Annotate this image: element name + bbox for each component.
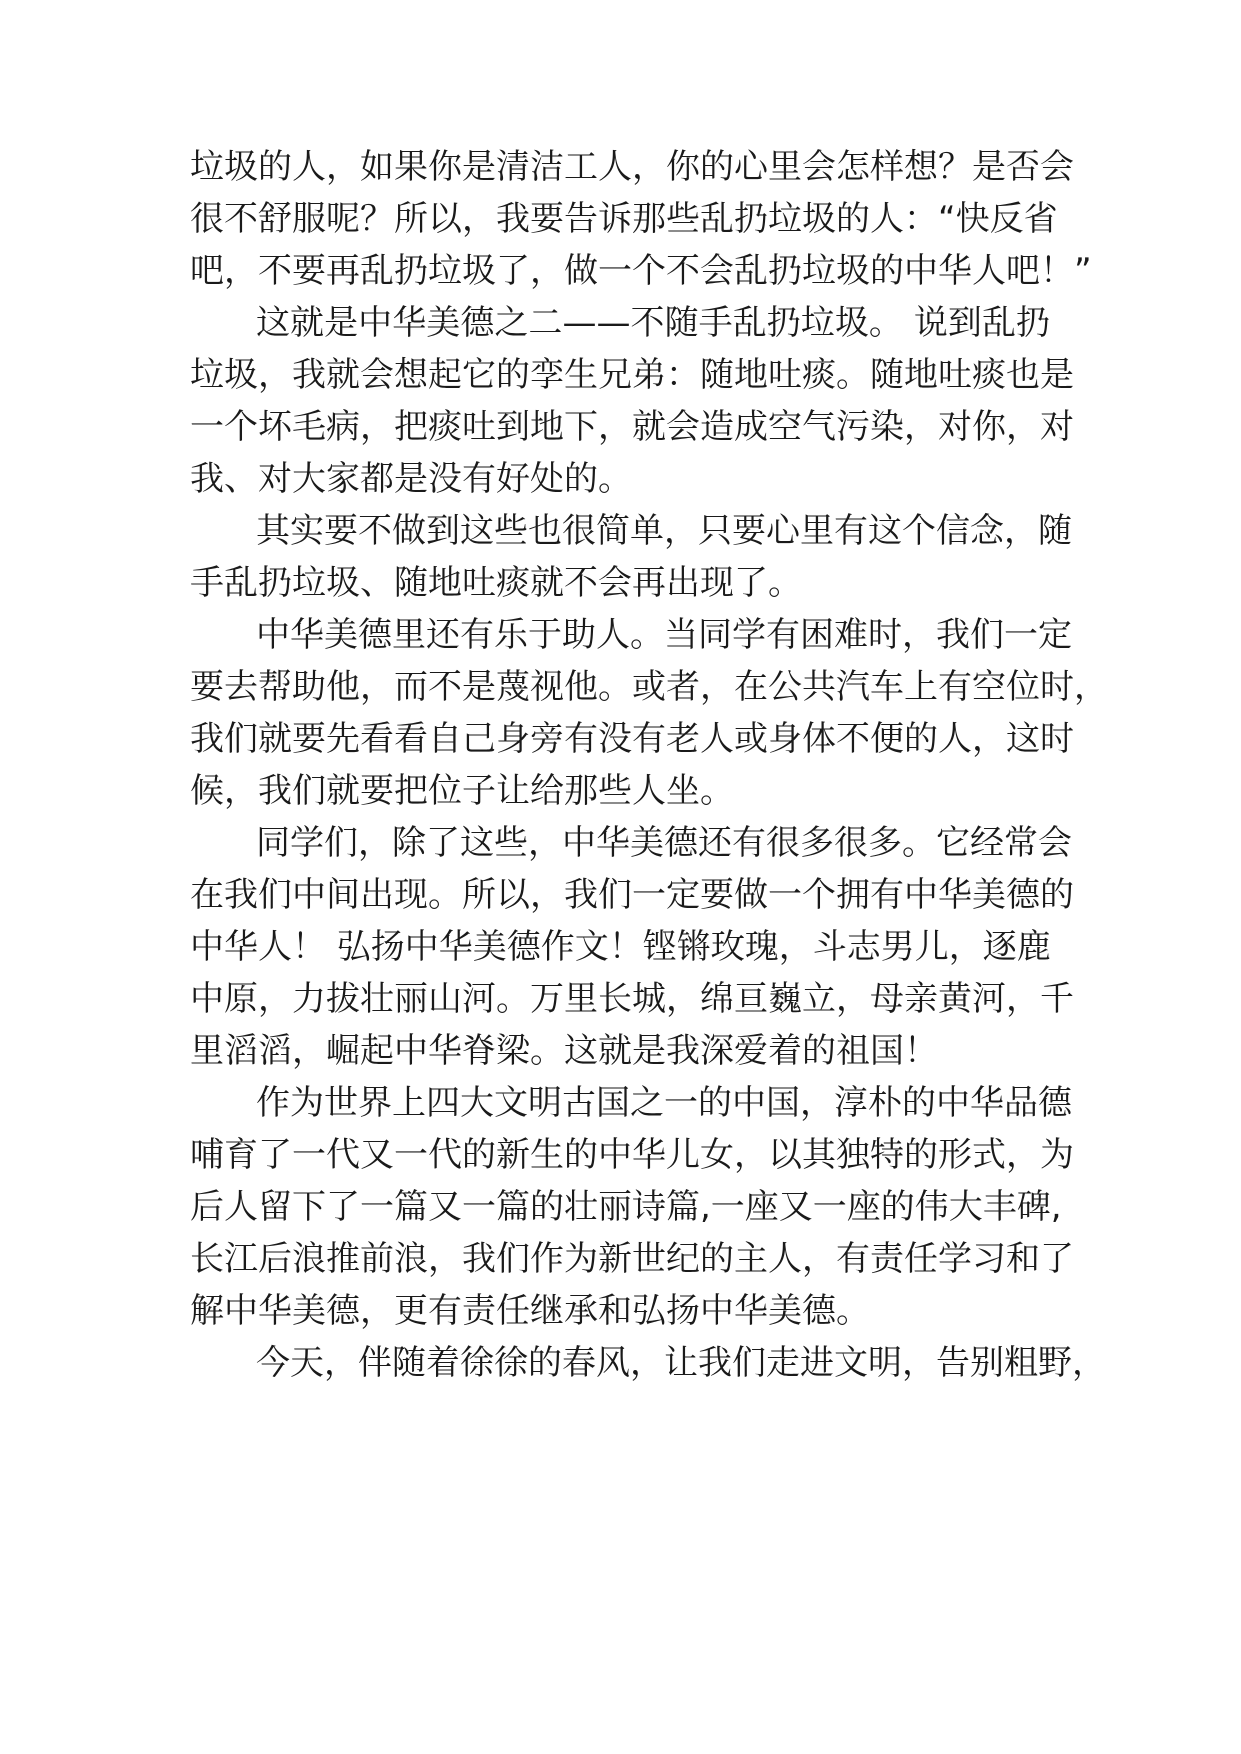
line-text: 要去帮助他，而不是蔑视他。或者，在公共汽车上有空位时， (190, 667, 1108, 707)
line-text: 我们就要先看看自己身旁有没有老人或身体不便的人，这时 (190, 719, 1074, 759)
line-text: 一个坏毛病，把痰吐到地下，就会造成空气污染，对你，对 (190, 407, 1074, 447)
line-text: 中原，力拔壮丽山河。万里长城，绵亘巍立，母亲黄河，千 (190, 979, 1074, 1019)
line-text: 今天，伴随着徐徐的春风，让我们走进文明，告别粗野， (256, 1343, 1106, 1383)
line-text: 很不舒服呢？所以，我要告诉那些乱扔垃圾的人：“快反省 (190, 199, 1058, 239)
line-text: 其实要不做到这些也很简单，只要心里有这个信念，随 (256, 511, 1072, 551)
line-text: 在我们中间出现。所以，我们一定要做一个拥有中华美德的 (190, 875, 1074, 915)
line-text: 中华人！ 弘扬中华美德作文！铿锵玫瑰，斗志男儿，逐鹿 (190, 927, 1051, 967)
line-text: 这就是中华美德之二——不随手乱扔垃圾。 说到乱扔 (256, 303, 1050, 343)
line-text: 解中华美德，更有责任继承和弘扬中华美德。 (190, 1291, 870, 1331)
line-text: 中华美德里还有乐于助人。当同学有困难时，我们一定 (256, 615, 1072, 655)
line-text: 里滔滔，崛起中华脊梁。这就是我深爱着的祖国！ (190, 1031, 938, 1071)
line-text: 后人留下了一篇又一篇的壮丽诗篇,一座又一座的伟大丰碑, (190, 1187, 1062, 1227)
text-line (0, 1332, 1241, 1394)
line-text: 哺育了一代又一代的新生的中华儿女，以其独特的形式，为 (190, 1135, 1074, 1175)
line-text: 候，我们就要把位子让给那些人坐。 (190, 771, 734, 811)
line-text: 吧，不要再乱扔垃圾了，做一个不会乱扔垃圾的中华人吧！” (190, 251, 1092, 291)
line-text: 垃圾，我就会想起它的孪生兄弟：随地吐痰。随地吐痰也是 (190, 355, 1074, 395)
line-text: 垃圾的人，如果你是清洁工人，你的心里会怎样想？是否会 (190, 147, 1074, 187)
line-text: 手乱扔垃圾、随地吐痰就不会再出现了。 (190, 563, 802, 603)
line-text: 我、对大家都是没有好处的。 (190, 459, 632, 499)
line-text: 长江后浪推前浪，我们作为新世纪的主人，有责任学习和了 (190, 1239, 1074, 1279)
line-text: 作为世界上四大文明古国之一的中国，淳朴的中华品德 (256, 1083, 1072, 1123)
line-text: 同学们，除了这些，中华美德还有很多很多。它经常会 (256, 823, 1072, 863)
